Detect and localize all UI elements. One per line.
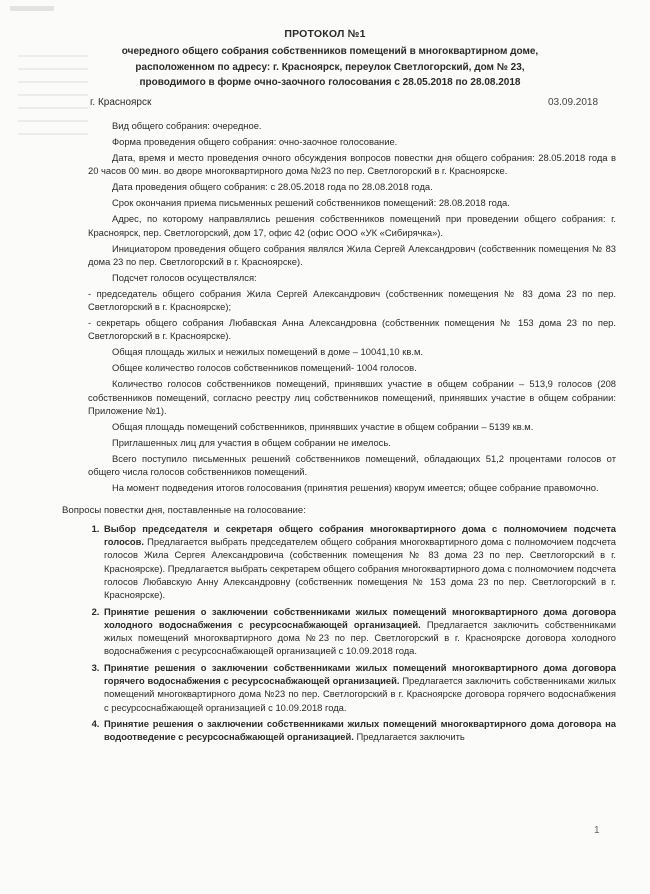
paragraph: Дата проведения общего собрания: с 28.05.2018 года по 28.08.2018 года. xyxy=(112,181,433,193)
scan-smudge xyxy=(10,6,54,11)
agenda-item-heading: Принятие решения о заключении собственниками жилых помещений многоквартирного дома договора холодного водоснабжения с ресурсоснабжающей организацией. xyxy=(104,605,616,630)
paragraph: На момент подведения итогов голосования (принятия решения) кворум имеется; общее собрание правомочно. xyxy=(112,482,599,494)
page-number: 1 xyxy=(594,825,600,836)
agenda-item-heading: Выбор председателя и секретаря общего собрания многоквартирного дома с полномочием подсчета голосов. xyxy=(104,522,616,548)
agenda-item xyxy=(102,522,616,602)
document-date: 03.09.2018 xyxy=(548,97,599,108)
subtitle-line: проводимого в форме очно-заочного голосования с 28.05.2018 по 28.08.2018 xyxy=(139,77,521,88)
paragraph: Срок окончания приема письменных решений собственников помещений: 28.08.2018 года. xyxy=(112,197,510,209)
scan-bleed-through xyxy=(18,55,88,135)
paragraph: Форма проведения общего собрания: очно-заочное голосование. xyxy=(112,135,398,147)
agenda-item xyxy=(102,605,616,658)
agenda-item-text: Предлагается выбрать председателем общего собрания многоквартирного дома с полномочием подсчета голосов Жила Сергея Александровича (собственник помещения № 83 дома 23 по пер. Светлогорский в г. Красноярске). Предлагается выбрать секретарем общего собрания многоквартирного дома с полномочием подсчета голосов Любавскую Анну Александровну (собственник помещения № 153 дома 23 по пер. Светлогорский в г. Красноярске). xyxy=(104,536,616,601)
document-body xyxy=(62,119,616,746)
paragraph: Адрес, по которому направлялись решения собственников помещений при проведении общего собрания: г. Красноярск, пер. Светлогорский, дом 17, офис 42 (офис ООО «УК «Сибирячка»). xyxy=(88,213,616,238)
agenda-list xyxy=(88,522,616,744)
paragraph: - председатель общего собрания Жила Сергей Александрович (собственник помещения № 83 дома 23 по пер. Светлогорский в г. Красноярске); xyxy=(88,287,616,313)
paragraph: Общее количество голосов собственников помещений- 1004 голосов. xyxy=(112,362,417,374)
agenda-item-text: Предлагается заключить собственниками жилых помещений многоквартирного дома №23 по пер. Светлогорский в г. Красноярске договора горячего водоснабжения с ресурсоснабжающей организацией с 10.09.2018 года. xyxy=(104,674,616,713)
agenda-item xyxy=(102,661,616,714)
paragraph: Дата, время и место проведения очного обсуждения вопросов повестки дня общего собрания: 28.05.2018 года в 20 часов 00 мин. во дворе многоквартирного дома №23 по пер. Светлогорский в г. Красноярске. xyxy=(88,151,616,177)
agenda-title: Вопросы повестки дня, поставленные на голосование: xyxy=(62,505,306,517)
agenda-item-heading: Принятие решения о заключении собственниками жилых помещений многоквартирного дома договора на водоотведение с ресурсоснабжающей организацией. xyxy=(104,717,616,743)
paragraph: Подсчет голосов осуществлялся: xyxy=(112,271,257,283)
paragraph: Инициатором проведения общего собрания являлся Жила Сергей Александрович (собственник помещения № 83 дома 23 по пер. Светлогорский в г. Красноярске). xyxy=(88,242,616,267)
paragraph: Общая площадь жилых и нежилых помещений в доме – 10041,10 кв.м. xyxy=(112,346,423,358)
document-city: г. Красноярск xyxy=(90,97,152,108)
document-title: ПРОТОКОЛ №1 xyxy=(284,28,366,40)
paragraph: Общая площадь помещений собственников, принявших участие в общем собрании – 5139 кв.м. xyxy=(112,420,534,432)
paragraph: Всего поступило письменных решений собственников помещений, обладающих 51,2 процентами голосов от общего числа голосов собственников помещений. xyxy=(88,452,616,478)
document-subtitle xyxy=(80,44,580,91)
paragraph: - секретарь общего собрания Любавская Анна Александровна (собственник помещения № 153 дома 23 по пер. Светлогорский в г. Красноярске). xyxy=(88,317,616,342)
subtitle-line: расположенном по адресу: г. Красноярск, переулок Светлогорский, дом № 23, xyxy=(135,61,525,73)
paragraph: Вид общего собрания: очередное. xyxy=(112,120,262,131)
agenda-item-heading: Принятие решения о заключении собственниками жилых помещений многоквартирного дома договора горячего водоснабжения с ресурсоснабжающей организацией. xyxy=(104,661,616,686)
agenda-item-text: Предлагается заключить собственниками жилых помещений многоквартирного дома №23 по пер. Светлогорский в г. Красноярске договора холодного водоснабжения с ресурсоснабжающей организацией с 10.09.2018 года. xyxy=(104,618,616,657)
agenda-item xyxy=(102,717,616,744)
agenda-item-text: Предлагается заключить xyxy=(353,731,465,743)
paragraph: Количество голосов собственников помещений, принявших участие в общем собрании – 513,9 голосов (208 собственников помещений, согласно реестру лиц собственников помещений, принявших участие в общем собрании: Приложение №1). xyxy=(88,378,616,416)
subtitle-line: очередного общего собрания собственников помещений в многоквартирном доме, xyxy=(121,46,539,57)
paragraph: Приглашенных лиц для участия в общем собрании не имелось. xyxy=(112,436,391,448)
